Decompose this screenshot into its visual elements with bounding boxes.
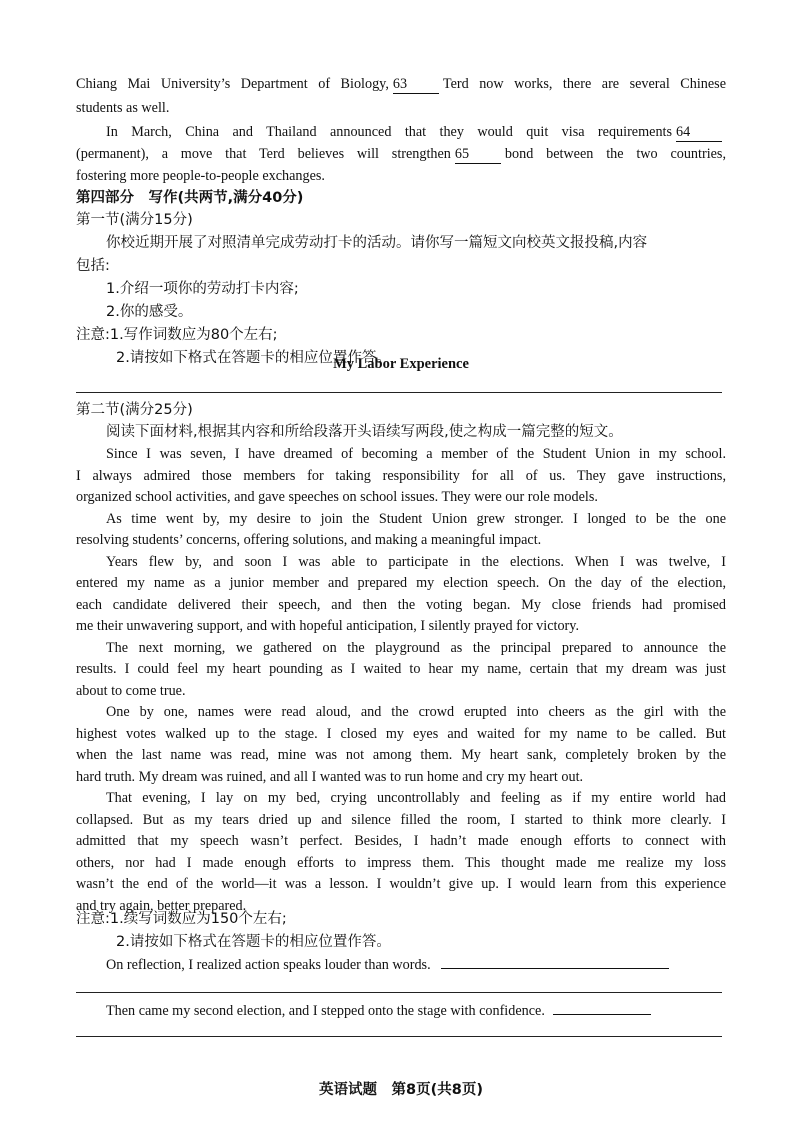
story-line: when the last name was read, mine was not among them. My heart sank, completely broken by the — [76, 747, 726, 763]
story-line: admitted that my speech wasn’t perfect. Besides, I hadn’t made enough efforts to connect with — [76, 833, 726, 849]
blank-63[interactable]: 63 — [393, 76, 439, 94]
prompt-line: 你校近期开展了对照清单完成劳动打卡的活动。请你写一篇短文向校英文报投稿,内容 — [106, 235, 648, 251]
answer-line[interactable] — [553, 1000, 651, 1015]
note-line: 2.请按如下格式在答题卡的相应位置作答。 — [116, 350, 391, 366]
opener-1: On reflection, I realized action speaks louder than words. — [106, 954, 669, 975]
story-line: and try again, better prepared. — [76, 897, 247, 914]
prompt-point: 2.你的感受。 — [106, 304, 193, 320]
story-line: That evening, I lay on my bed, crying uncontrollably and feeling as if my entire world had — [106, 790, 726, 806]
story-line: me their unwavering support, and with hopeful anticipation, I silently prayed for victory. — [76, 618, 579, 634]
note-line: 2.请按如下格式在答题卡的相应位置作答。 — [116, 934, 391, 950]
prompt-line: 包括: — [76, 258, 110, 274]
story-line: wasn’t the end of the world—it was a lesson. I wouldn’t give up. I would learn from this experience — [76, 876, 726, 892]
essay-title: My Labor Experience — [333, 356, 469, 372]
story-line: organized school activities, and gave speeches on school issues. They were our role models. — [76, 489, 598, 505]
story-line: The next morning, we gathered on the playground as the principal prepared to announce the — [106, 639, 726, 656]
prompt-point: 1.介绍一项你的劳动打卡内容; — [106, 281, 299, 297]
story-line: others, nor had I made enough efforts to impress them. This thought made me realize my loss — [76, 854, 726, 871]
answer-line[interactable] — [441, 954, 669, 969]
opener-2: Then came my second election, and I stepped onto the stage with confidence. — [106, 1000, 651, 1021]
passage-line: (permanent), a move that Terd believes will strengthen 65 bond between the two countries, — [76, 146, 726, 162]
blank-65[interactable]: 65 — [455, 146, 501, 164]
story-line: resolving students’ concerns, offering solutions, and making a meaningful impact. — [76, 532, 542, 548]
story-line: I always admired those members for taking responsibility for all of us. They gave instructions, — [76, 467, 726, 484]
story-line: entered my name as a junior member and prepared my election speech. On the day of the election, — [76, 575, 726, 591]
story-line: highest votes walked up to the stage. I closed my eyes and waited for my name to be called. But — [76, 725, 726, 742]
passage-line: Chiang Mai University’s Department of Biology, 63 Terd now works, there are several Chinese — [76, 76, 726, 92]
answer-line[interactable] — [76, 392, 722, 393]
page-footer: 英语试题 第8页(共8页) — [319, 1082, 483, 1098]
story-line: about to come true. — [76, 682, 186, 699]
note-line: 注意:1.写作词数应为80个左右; — [76, 327, 278, 343]
section1-heading: 第一节(满分15分) — [76, 212, 193, 228]
story-line: results. I could feel my heart pounding as I waited to hear my name, certain that my dream was just — [76, 661, 726, 677]
blank-64[interactable]: 64 — [676, 124, 722, 142]
section2-heading: 第二节(满分25分) — [76, 402, 193, 418]
part4-heading: 第四部分 写作(共两节,满分40分) — [76, 190, 304, 206]
story-line: hard truth. My dream was ruined, and all I wanted was to run home and cry my heart out. — [76, 768, 584, 785]
passage-line: fostering more people-to-people exchanges. — [76, 168, 325, 184]
answer-line[interactable] — [76, 1036, 722, 1037]
answer-line[interactable] — [76, 992, 722, 993]
story-line: Years flew by, and soon I was able to participate in the elections. When I was twelve, I — [106, 553, 726, 570]
story-line: One by one, names were read aloud, and the crowd erupted into cheers as the girl with the — [106, 704, 726, 720]
passage-line: In March, China and Thailand announced that they would quit visa requirements 64 — [106, 122, 726, 142]
instruction: 阅读下面材料,根据其内容和所给段落开头语续写两段,使之构成一篇完整的短文。 — [106, 424, 623, 440]
story-line: each candidate delivered their speech, and then the voting began. My close friends had promised — [76, 596, 726, 613]
note-line: 注意:1.续写词数应为150个左右; — [76, 911, 287, 927]
story-line: Since I was seven, I have dreamed of becoming a member of the Student Union in my school. — [106, 446, 726, 462]
story-line: collapsed. But as my tears dried up and silence filled the room, I started to think more clearly. I — [76, 811, 726, 828]
passage-line: students as well. — [76, 100, 170, 116]
story-line: As time went by, my desire to join the Student Union grew stronger. I longed to be the one — [106, 510, 726, 527]
